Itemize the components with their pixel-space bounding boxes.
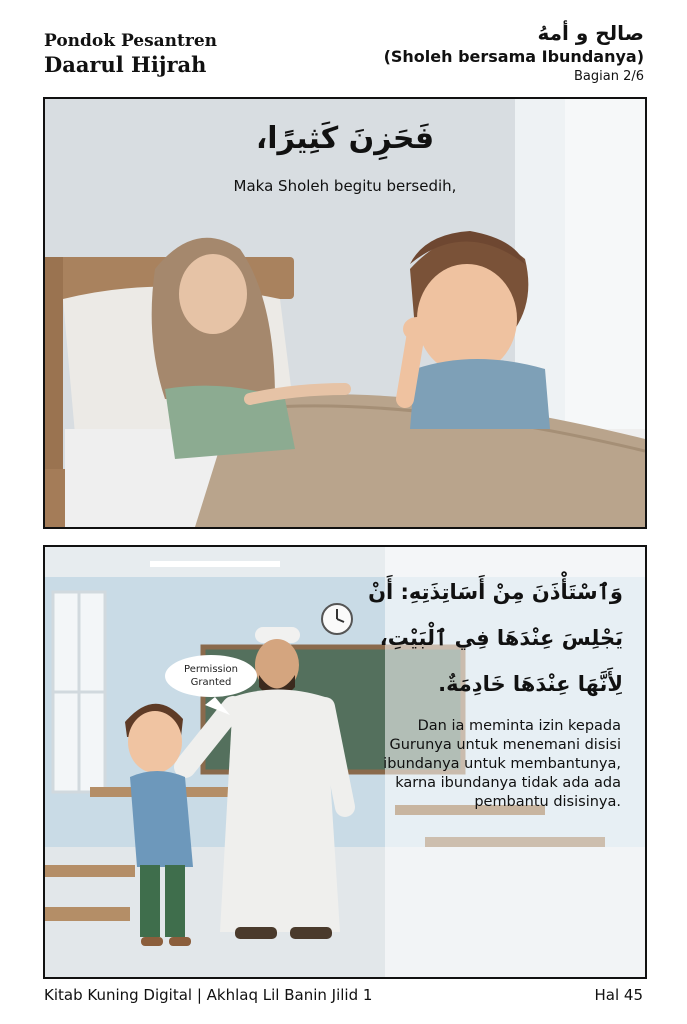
panel1-translation: Maka Sholeh begitu bersedih, bbox=[233, 177, 457, 195]
panel2-translation: Dan ia meminta izin kepada Gurunya untuk menemani disisi ibundanya untuk membantunya, karna ibundanya tidak ada ada pembantu disisinya. bbox=[383, 718, 621, 810]
panel2-arabic-text bbox=[323, 569, 623, 707]
panel2-arabic-line: وَٱسْتَأْذَنَ مِنْ أَسَاتِذَتِهِ: أَنْ bbox=[368, 580, 623, 604]
comic-panel-1 bbox=[43, 97, 647, 529]
story-title-arabic: صالح و أمهُ bbox=[537, 21, 644, 45]
school-name-line2: Daarul Hijrah bbox=[44, 52, 207, 77]
speech-bubble-line1: Permission bbox=[184, 664, 238, 675]
page-number: Hal 45 bbox=[594, 986, 643, 1004]
bedroom-illustration bbox=[45, 99, 645, 527]
comic-panel-2 bbox=[43, 545, 647, 979]
speech-bubble-line2: Granted bbox=[190, 677, 232, 688]
panel2-arabic-line: لِأَنَّهَا عِنْدَهَا خَادِمَةٌ. bbox=[438, 672, 623, 696]
panel2-arabic-line: يَجْلِسَ عِنْدَهَا فِي ٱلْبَيْتِ، bbox=[379, 626, 623, 650]
story-title-block bbox=[384, 20, 644, 86]
part-indicator: Bagian 2/6 bbox=[573, 69, 644, 84]
school-name bbox=[44, 30, 217, 78]
speech-bubble bbox=[165, 655, 257, 697]
story-title-latin: (Sholeh bersama Ibundanya) bbox=[383, 47, 644, 66]
book-title: Kitab Kuning Digital | Akhlaq Lil Banin Jilid 1 bbox=[44, 986, 373, 1004]
school-name-line1: Pondok Pesantren bbox=[44, 31, 218, 51]
panel1-arabic-text: فَحَزِنَ كَثِيرًا، bbox=[255, 121, 435, 156]
